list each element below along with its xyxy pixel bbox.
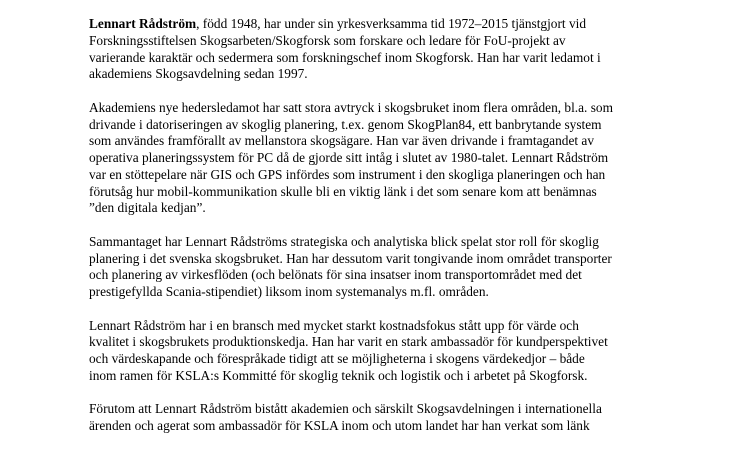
text-line: Förutom att Lennart Rådström bistått akademien och särskilt Skogsavdelningen i internationella — [89, 401, 602, 417]
text-line: Akademiens nye hedersledamot har satt stora avtryck i skogsbruket inom flera områden, bl.a. som — [89, 99, 613, 115]
document-page — [89, 16, 689, 452]
text-line: ärenden och agerat som ambassadör för KSLA inom och utom landet har han verkat som länk — [89, 418, 590, 433]
text-line — [89, 16, 689, 33]
paragraph-summary — [89, 234, 689, 301]
text-line: varierande karaktär och sedermera som forskningschef inom Skogforsk. Han har varit ledamot i — [89, 49, 601, 65]
text-line: var en stöttepelare när GIS och GPS infördes som instrument i den skogliga planeringen och han — [89, 166, 606, 182]
text-line: Forskningsstiftelsen Skogsarbeten/Skogforsk som forskare och ledare för FoU-projekt av — [89, 32, 566, 48]
text-line: kvalitet i skogsbrukets produktionskedja. Han har varit en stark ambassadör för kundperspektivet — [89, 334, 608, 350]
text-line: operativa planeringssystem för PC då de gjorde sitt intåg i slutet av 1980-talet. Lennart Rådström — [89, 150, 609, 165]
text-line: inom ramen för KSLA:s Kommitté för skoglig teknik och logistik och i arbetet på Skogforsk. — [89, 367, 588, 383]
text-line: drivande i datoriseringen av skoglig planering, t.ex. genom SkogPlan84, ett banbrytande system — [89, 116, 602, 132]
text-line: och planering av virkesflöden (och belönats för sina insatser inom transportområdet med det — [89, 267, 582, 283]
text-line: förutsåg hur mobil-kommunikation skulle bli en viktig länk i det som senare kom att benämnas — [89, 183, 597, 199]
text-line: och värdeskapande och förespråkade tidigt att se möjligheterna i skogens värdekedjor – både — [89, 351, 585, 366]
text-line: ”den digitala kedjan”. — [89, 200, 206, 216]
paragraph-value-chain — [89, 318, 689, 385]
text-line: Lennart Rådström har i en bransch med mycket starkt kostnadsfokus stått upp för värde och — [89, 317, 579, 333]
text-line: planering i det svenska skogsbruket. Han har dessutom varit tongivande inom området transporter — [89, 250, 612, 266]
text-line-rest: , född 1948, har under sin yrkesverksamma tid 1972–2015 tjänstgjort vid — [196, 16, 586, 31]
text-line: Sammantaget har Lennart Rådströms strategiska och analytiska blick spelat stor roll för skoglig — [89, 233, 599, 249]
text-line: akademiens Skogsavdelning sedan 1997. — [89, 66, 308, 82]
text-line: prestigefyllda Scania-stipendiet) liksom inom systemanalys m.fl. områden. — [89, 284, 489, 299]
paragraph-bio — [89, 16, 689, 83]
paragraph-achievements — [89, 100, 689, 217]
text-line: som användes framförallt av mellanstora skogsägare. Han var även drivande i framtagandet av — [89, 133, 595, 149]
paragraph-international — [89, 401, 689, 435]
person-name: Lennart Rådström — [89, 16, 197, 31]
